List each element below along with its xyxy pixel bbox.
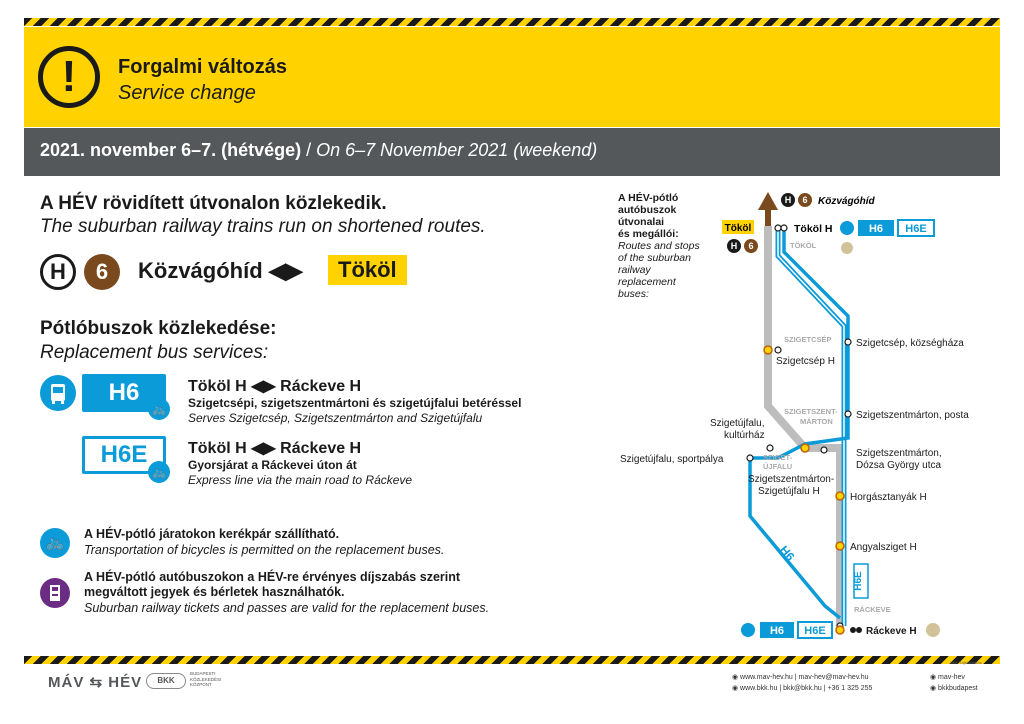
stop-label: Szigetszentmárton, [856, 448, 942, 459]
h6-desc-en: Serves Szigetcsép, Szigetszentmárton and Szigetújfalu [188, 411, 483, 425]
title-en: Service change [118, 82, 256, 104]
h6-line-label: H6 [776, 542, 798, 564]
replacement-title-en: Replacement bus services: [40, 342, 269, 363]
legend-hu-line: és megállói: [618, 228, 679, 240]
legend-hu-line: A HÉV-pótló [618, 192, 679, 204]
footer-tiny-label: BKK Tájékoztatás [950, 660, 982, 665]
stop-label: Ráckeve H [866, 626, 917, 637]
route-to-tag: Tököl [328, 255, 407, 285]
hazard-stripe-top [24, 18, 1000, 26]
stop-label: Szigetújfalu, sportpálya [620, 454, 724, 465]
tokol-h-label: Tököl H [794, 223, 833, 235]
h6e-badge-text: H6E [804, 625, 826, 637]
bus-icon [741, 623, 755, 637]
bkk-logo [146, 673, 186, 689]
route-from: Közvágóhíd [138, 258, 263, 283]
ticket-notice-hu-1: A HÉV-pótló autóbuszokon a HÉV-re érvényes díjszabás szerint [84, 570, 461, 584]
stop-label: Szigetcsép H [776, 356, 835, 367]
h6e-route: Tököl H ◀▶ Ráckeve H [188, 440, 362, 457]
stop-label: Szigetszentmárton- [748, 474, 835, 485]
stop-label: Dózsa György utca [856, 460, 942, 471]
line-number-badge: 6 [84, 254, 120, 290]
zone-label: SZIGETSZENT- [784, 407, 838, 416]
direction-arrow-head-icon [758, 192, 778, 210]
station-icon [926, 623, 940, 637]
shortened-en: The suburban railway trains run on shortened routes. [40, 216, 486, 237]
zone-label: MÁRTON [800, 417, 833, 426]
hazard-stripe-bottom [24, 656, 1000, 664]
h6e-line-label: H6E [853, 571, 864, 591]
bike-notice-en: Transportation of bicycles is permitted on the replacement buses. [84, 543, 445, 557]
date-hu: 2021. november 6–7. (hétvége) [40, 140, 302, 160]
bus-icon [840, 221, 854, 235]
date-en: On 6–7 November 2021 (weekend) [316, 140, 598, 160]
zone-label: RÁCKEVE [854, 605, 891, 614]
contact-mav-social: ◉ mav-hev [930, 674, 965, 681]
stop-label: Szigetszentmárton, posta [856, 410, 969, 421]
legend-hu-line: autóbuszok [618, 204, 677, 216]
route-arrows: ◀▶ [268, 258, 303, 283]
stop-label: kultúrház [724, 430, 765, 441]
stop-label: Szigetújfalu H [758, 486, 820, 497]
route-map [600, 186, 1000, 646]
h6-route: Tököl H ◀▶ Ráckeve H [188, 378, 362, 395]
svg-text:H: H [784, 195, 792, 205]
ticket-notice-en: Suburban railway tickets and passes are valid for the replacement buses. [84, 601, 490, 615]
tokol-tag-text: Tököl [724, 223, 752, 234]
station-icon [841, 242, 853, 254]
svg-text:6: 6 [748, 241, 754, 251]
stop-label: Szigetcsép, községháza [856, 338, 964, 349]
contact-mav: ◉ www.mav-hev.hu | mav-hev@mav-hev.hu [732, 674, 869, 681]
stop-label: Horgásztanyák H [850, 492, 927, 503]
h6-badge-text: H6 [769, 625, 785, 637]
h6e-desc-hu: Gyorsjárat a Ráckevei úton át [188, 458, 357, 472]
zone-label: TÖKÖL [790, 241, 817, 250]
svg-text:6: 6 [802, 195, 808, 205]
h6-badge: H6 [82, 374, 166, 412]
h6-desc-hu: Szigetcsépi, szigetszentmártoni és szigetújfalui betéréssel [188, 396, 522, 410]
shortened-route [138, 258, 303, 284]
bicycle-icon: 🚲 [148, 461, 170, 483]
zone-label: ÚJFALU [763, 462, 793, 471]
date-separator: / [301, 140, 317, 160]
legend-en-line: Routes and stops [618, 240, 700, 252]
legend-hu-line: útvonalai [618, 216, 665, 228]
bkk-sub-line: KÖZPONT [190, 682, 212, 687]
bicycle-icon: 🚲 [40, 528, 70, 558]
legend-en-line: buses: [618, 288, 649, 300]
title-hu: Forgalmi változás [118, 56, 287, 78]
h6e-badge: H6E [82, 436, 166, 474]
bicycle-icon: 🚲 [148, 398, 170, 420]
hev-logo-icon: H [40, 254, 76, 290]
bkk-sub-line: KÖZLEKEDÉSI [190, 676, 222, 682]
bkk-logo-text: BKK [157, 676, 175, 685]
shortened-hu: A HÉV rövidített útvonalon közlekedik. [40, 193, 387, 214]
contact-bkk-social: ◉ bkkbudapest [930, 685, 978, 692]
contact-bkk: ◉ www.bkk.hu | bkk@bkk.hu | +36 1 325 255 [732, 685, 873, 692]
stop-label: Szigetújfalu, [710, 418, 765, 429]
bike-notice-hu: A HÉV-pótló járatokon kerékpár szállítható. [84, 527, 340, 541]
zone-label: SZIGETCSÉP [784, 335, 832, 344]
mav-hev-logo: MÁV ⇆ HÉV [48, 674, 143, 691]
h6-badge-text: H6 [868, 223, 884, 235]
bkk-sub-line: BUDAPESTI [190, 671, 216, 676]
replacement-title-hu: Pótlóbuszok közlekedése: [40, 318, 277, 339]
legend-en-line: railway [618, 264, 651, 276]
direction-label: Közvágóhíd [818, 196, 875, 207]
date-bar [24, 128, 1000, 176]
ticket-notice-hu-2: megváltott jegyek és bérletek használhatók. [84, 585, 345, 599]
ticket-machine-icon [40, 578, 70, 608]
legend-en-line: of the suburban [618, 252, 691, 264]
bkk-subtitle [190, 671, 221, 688]
warning-icon: ! [38, 46, 100, 108]
legend-en-line: replacement [618, 276, 676, 288]
h6e-desc-en: Express line via the main road to Ráckeve [188, 473, 413, 487]
terminus-marker [850, 627, 856, 633]
stop-label: Angyalsziget H [850, 542, 917, 553]
h6e-badge-text: H6E [905, 223, 927, 235]
bus-icon [40, 375, 76, 411]
zone-label: SZIGET- [763, 453, 793, 462]
svg-text:H: H [730, 241, 738, 251]
